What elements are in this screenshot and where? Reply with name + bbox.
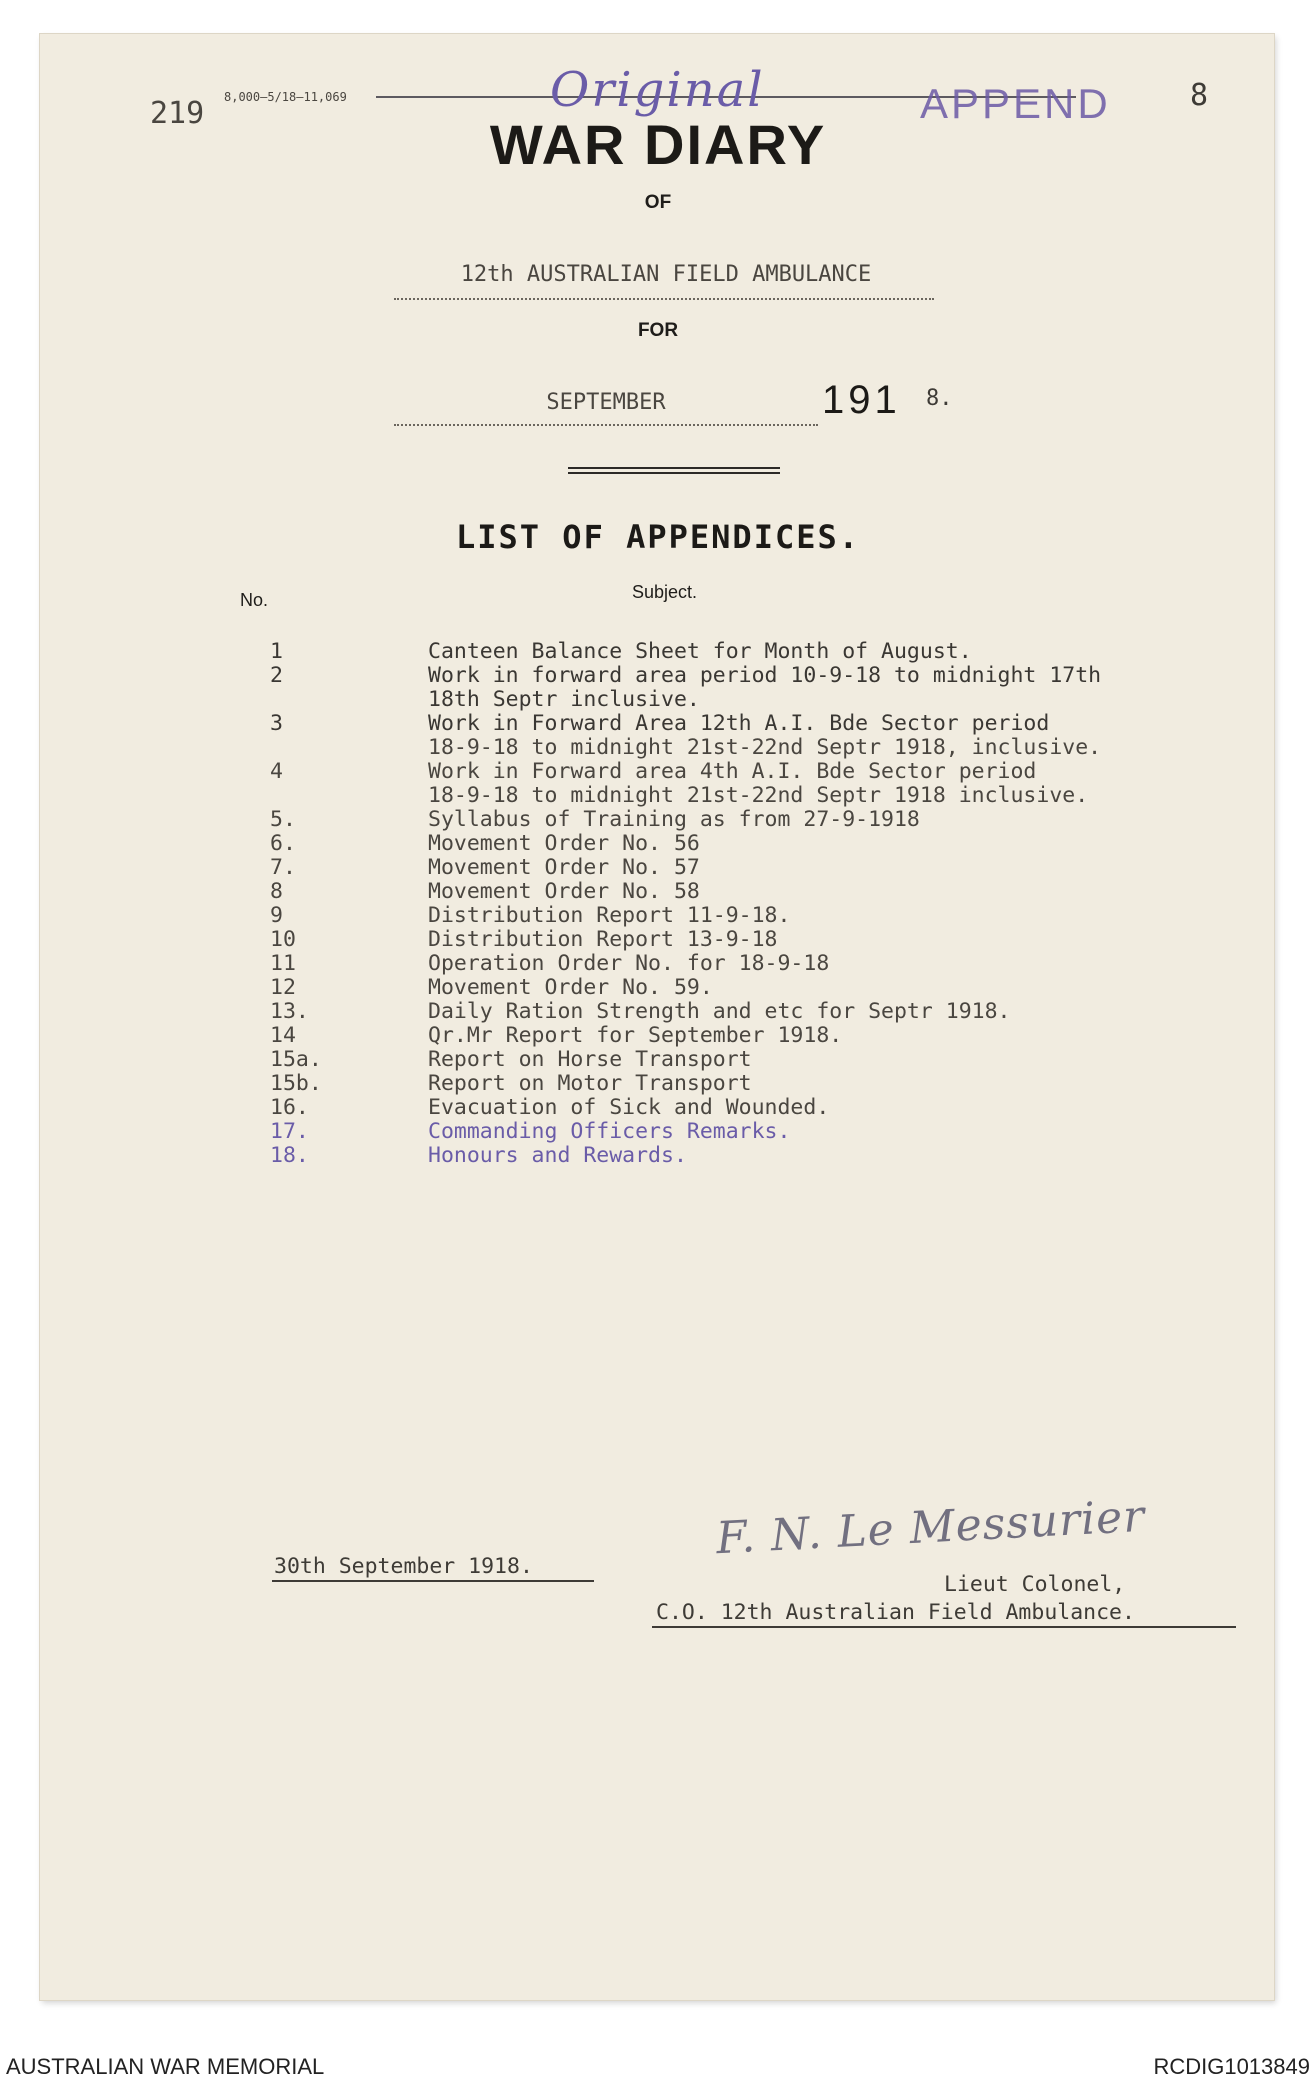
list-item (270, 1048, 1250, 1072)
list-item (270, 808, 1250, 832)
list-item (270, 784, 1250, 808)
item-subject: Movement Order No. 58 (428, 879, 700, 904)
item-subject: Distribution Report 13-9-18 (428, 927, 778, 952)
document-number: 219 (150, 96, 205, 131)
item-subject: 18-9-18 to midnight 21st-22nd Septr 1918, inclusive. (428, 735, 1102, 760)
item-number: 6. (270, 831, 296, 856)
signoff-command: C.O. 12th Australian Field Ambulance. (656, 1600, 1135, 1625)
list-item (270, 1144, 1250, 1168)
item-number: 5. (270, 807, 296, 832)
footer-archive-name: AUSTRALIAN WAR MEMORIAL (6, 2054, 325, 2079)
item-number: 8 (270, 879, 283, 904)
item-subject: Report on Motor Transport (428, 1071, 752, 1096)
item-subject: Movement Order No. 57 (428, 855, 700, 880)
double-rule-top (568, 467, 780, 469)
list-item (270, 664, 1250, 688)
list-item (270, 904, 1250, 928)
appendix-list (270, 640, 1250, 1168)
year-prefix: 191 (822, 378, 901, 422)
date-underline (272, 1580, 594, 1582)
item-number (270, 688, 428, 712)
item-subject: 18-9-18 to midnight 21st-22nd Septr 1918 inclusive. (428, 783, 1089, 808)
signoff-rank: Lieut Colonel, (944, 1572, 1126, 1597)
list-item (270, 688, 1250, 712)
list-heading: LIST OF APPENDICES. (455, 518, 861, 556)
unit-dotted-line (394, 298, 934, 300)
list-item (270, 640, 1250, 664)
item-subject: Commanding Officers Remarks. (428, 1119, 791, 1144)
list-item (270, 1072, 1250, 1096)
item-subject: Operation Order No. for 18-9-18 (428, 951, 830, 976)
item-number: 9 (270, 903, 283, 928)
year-suffix: 8. (926, 386, 953, 411)
column-subject-header: Subject. (632, 582, 698, 602)
print-reference: 8,000—5/18—11,069 (224, 90, 347, 104)
list-item (270, 1000, 1250, 1024)
item-subject: Work in Forward Area 12th A.I. Bde Sector period (428, 711, 1050, 736)
list-item (270, 1096, 1250, 1120)
item-number: 10 (270, 927, 296, 952)
list-item (270, 1024, 1250, 1048)
page-number: 8 (1190, 78, 1209, 113)
item-number (270, 784, 428, 808)
item-number: 18. (270, 1143, 309, 1168)
list-item (270, 952, 1250, 976)
item-number: 2 (270, 663, 283, 688)
list-item (270, 1120, 1250, 1144)
item-number: 7. (270, 855, 296, 880)
list-item (270, 976, 1250, 1000)
list-item (270, 712, 1250, 736)
item-number: 11 (270, 951, 296, 976)
item-subject: Report on Horse Transport (428, 1047, 752, 1072)
for-label: FOR (637, 320, 679, 341)
item-number: 14 (270, 1023, 296, 1048)
item-number: 15b. (270, 1071, 322, 1096)
item-number: 15a. (270, 1047, 322, 1072)
month-dotted-line (394, 424, 818, 426)
item-subject: Movement Order No. 59. (428, 975, 713, 1000)
handwritten-original: Original (550, 62, 765, 118)
item-subject: Canteen Balance Sheet for Month of August. (428, 639, 972, 664)
item-number (270, 736, 428, 760)
item-subject: Syllabus of Training as from 27-9-1918 (428, 807, 920, 832)
item-subject: Evacuation of Sick and Wounded. (428, 1095, 830, 1120)
item-number: 17. (270, 1119, 309, 1144)
list-item (270, 856, 1250, 880)
list-item (270, 832, 1250, 856)
month-name: SEPTEMBER (546, 390, 666, 415)
item-subject: Honours and Rewards. (428, 1143, 687, 1168)
document-title: WAR DIARY (489, 113, 827, 176)
signature: F. N. Le Messurier (714, 1490, 1147, 1565)
item-subject: Qr.Mr Report for September 1918. (428, 1023, 843, 1048)
item-number: 3 (270, 711, 283, 736)
item-number: 16. (270, 1095, 309, 1120)
list-item (270, 760, 1250, 784)
item-number: 13. (270, 999, 309, 1024)
unit-name: 12th AUSTRALIAN FIELD AMBULANCE (460, 262, 872, 287)
item-subject: Distribution Report 11-9-18. (428, 903, 791, 928)
item-subject: 18th Septr inclusive. (428, 687, 700, 712)
item-number: 1 (270, 639, 283, 664)
item-number: 12 (270, 975, 296, 1000)
item-subject: Movement Order No. 56 (428, 831, 700, 856)
command-underline (652, 1626, 1236, 1628)
of-label: OF (644, 192, 672, 213)
item-subject: Work in forward area period 10-9-18 to midnight 17th (428, 663, 1102, 688)
appendix-stamp: APPEND (920, 80, 1111, 127)
list-item (270, 928, 1250, 952)
list-item (270, 880, 1250, 904)
double-rule-bottom (568, 472, 780, 474)
footer-record-id: RCDIG1013849 (1153, 2054, 1310, 2079)
item-subject: Work in Forward area 4th A.I. Bde Sector period (428, 759, 1037, 784)
signoff-date: 30th September 1918. (274, 1554, 533, 1579)
list-item (270, 736, 1250, 760)
item-number: 4 (270, 759, 283, 784)
item-subject: Daily Ration Strength and etc for Septr 1918. (428, 999, 1011, 1024)
column-no-header: No. (240, 590, 269, 610)
